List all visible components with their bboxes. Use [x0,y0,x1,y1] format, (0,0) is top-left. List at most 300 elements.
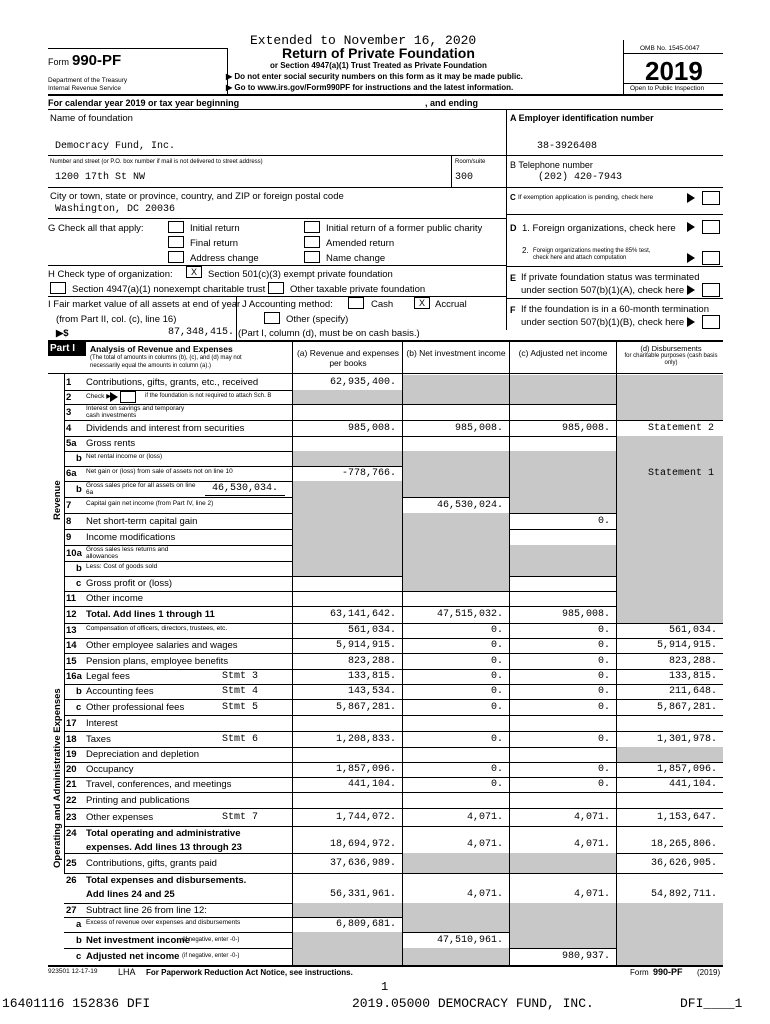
e-line2: under section 507(b)(1)(A), check here [521,285,685,296]
col-a-value: 1,857,096. [335,764,396,775]
shaded-cell [293,932,402,948]
col-b-value: 0. [490,640,503,651]
shaded-cell [510,903,616,917]
line-label: Accounting fees [86,686,154,697]
line-number: 1 [66,377,72,388]
line-number: 11 [66,593,77,604]
line-label: Total expenses and disbursements. [86,875,247,886]
shaded-cell [510,375,616,390]
col-c-value: 0. [597,655,610,667]
col-b-value: 46,530,024. [436,499,503,511]
left-id: 16401116 152836 DFI [2,996,151,1011]
line-number: 26 [66,875,77,886]
col-d-value: 561,034. [668,625,717,636]
col-d-value: 36,626,905. [650,857,717,869]
line-number: 6a [66,468,77,479]
col-c-value: 0. [597,515,610,527]
line-number: b [76,453,82,464]
shaded-cell [403,513,509,529]
line-number: 5a [66,438,77,449]
line-number: b [76,563,82,574]
line-label: Gross rents [86,438,136,449]
h-label: H Check type of organization: [48,269,173,280]
line-label: Legal fees [86,671,130,682]
c3-label: Section 501(c)(3) exempt private foundation [208,269,393,280]
statement-ref: Stmt 5 [222,701,259,713]
row-divider [64,699,723,700]
line-number: c [76,951,82,962]
shaded-cell [403,481,509,497]
shaded-cell [510,390,616,404]
line-number: 14 [66,640,77,651]
line-label: Net gain or (loss) from sale of assets not on line 10 [86,468,233,475]
line-label-cont: Add lines 24 and 25 [86,889,175,900]
line-label: Total. Add lines 1 through 11 [86,609,215,620]
d2-number: 2. [522,246,529,255]
line-label: Taxes [86,733,111,745]
col-c-value: 980,937. [561,951,610,962]
irs-name: Internal Revenue Service [48,85,121,92]
line-number: 3 [66,406,72,418]
col-a-header: (a) Revenue and expenses per books [296,348,400,368]
line-label: Total operating and administrative [86,828,241,839]
c-letter: C [510,193,516,202]
row-divider [64,715,723,716]
f-line1: If the foundation is in a 60-month termination [521,304,710,315]
line-number: c [76,578,82,589]
room-label: Room/suite [455,159,486,165]
line-label: Occupancy [86,764,134,775]
arrow-icon [687,222,695,232]
shaded-cell [617,917,723,932]
and-ending: , and ending [425,98,478,108]
col-b-value: 4,071. [466,889,503,900]
line-number: 15 [66,655,77,667]
g-label: G Check all that apply: [48,223,144,234]
line-label-cont: expenses. Add lines 13 through 23 [86,842,242,853]
row-divider [64,762,723,763]
address-change-label: Address change [190,253,259,264]
shaded-cell [403,948,509,965]
col-c-value: 0. [597,671,610,682]
col-c-value: 0. [597,686,610,697]
col-d-value: 823,288. [668,655,717,667]
line-number: 21 [66,779,77,790]
col-d-sub: for charitable purposes (cash basis only) [624,353,718,366]
line-number: 22 [66,794,77,806]
line-number: 23 [66,811,77,823]
col-b-value: 985,008. [454,422,503,434]
col-b-value: 47,510,961. [436,934,503,946]
paperwork-notice: For Paperwork Reduction Act Notice, see instructions. [146,968,353,977]
col-b-value: 0. [490,764,503,775]
col-d-value: 441,104. [668,779,717,790]
col-c-value: 0. [597,764,610,775]
col-b-value: 0. [490,625,503,636]
sch-b-checkbox[interactable] [120,391,136,403]
statement-ref: Statement 1 [648,468,715,479]
line-label: Net investment income [86,934,190,946]
col-d-value: 18,265,806. [650,839,717,850]
row-divider [64,420,723,421]
foundation-name: Democracy Fund, Inc. [55,141,176,152]
row-divider [64,792,723,793]
form-ref-number: 990-PF [653,967,683,977]
line-number: 2 [66,391,72,403]
other-method-label: Other (specify) [286,314,349,325]
nonexempt-trust-label: Section 4947(a)(1) nonexempt charitable trust [72,284,266,295]
col-c-value: 4,071. [573,839,610,850]
col-b-header: (b) Net investment income [406,348,506,358]
i-dollar: ▶$ [56,328,69,339]
col-c-value: 4,071. [573,889,610,900]
line-label: Depreciation and depletion [86,749,200,760]
form-subtitle: or Section 4947(a)(1) Trust Treated as Private Foundation [270,61,487,70]
shaded-cell [403,853,509,873]
line-number: b [76,686,82,697]
shaded-cell [617,576,723,591]
dept-treasury: Department of the Treasury [48,77,128,84]
d1-checkbox[interactable] [702,220,720,234]
shaded-cell [617,404,723,420]
d2-checkbox[interactable] [702,251,720,265]
shaded-cell [617,948,723,965]
line-label: Dividends and interest from securities [86,422,245,434]
col-a-value: 62,935,400. [329,377,396,388]
form-number: 990-PF [72,52,122,69]
omb-number: OMB No. 1545-0047 [640,45,700,52]
col-d-header: (d) Disbursements [640,344,702,353]
shaded-cell [617,903,723,917]
line-number: 7 [66,499,72,511]
statement-ref: Statement 2 [648,422,715,434]
c-exemption-pending: If exemption application is pending, check here [518,194,654,201]
line-number: 13 [66,625,77,636]
shaded-cell [617,390,723,404]
shaded-cell [403,390,509,404]
col-a-value: 561,034. [347,625,396,636]
shaded-cell [293,451,402,466]
col-c-value: 0. [597,779,610,790]
row-divider [64,638,723,639]
col-d-value: 5,867,281. [656,701,717,713]
col-a-value: 63,141,642. [329,609,396,620]
col-b-value: 4,071. [466,811,503,823]
shaded-cell [293,545,402,561]
i-line1: I Fair market value of all assets at end of year [48,299,241,310]
form-title: Return of Private Foundation [282,45,475,61]
f-line2: under section 507(b)(1)(B), check here [521,317,685,328]
shaded-cell [510,917,616,932]
e-checkbox[interactable] [702,283,720,297]
col-d-value: 1,301,978. [656,733,717,745]
city-label: City or town, state or province, country, and ZIP or foreign postal code [50,191,344,202]
c3-checkbox[interactable]: X [186,266,202,278]
cash-checkbox[interactable] [348,297,364,309]
line-number: 9 [66,531,72,543]
col-b-value: 0. [490,671,503,682]
row-divider [64,623,723,624]
shaded-cell [617,591,723,606]
col-a-value: 37,636,989. [329,857,396,869]
row-divider [64,777,723,778]
open-to-public: Open to Public Inspection [630,85,705,92]
line-number: 10a [66,547,82,559]
col-b-value: 0. [490,701,503,713]
col-b-value: 47,515,032. [436,609,503,620]
initial-former-checkbox[interactable] [304,221,320,233]
accrual-checkbox[interactable]: X [414,297,430,309]
statement-ref: Stmt 3 [222,671,259,682]
gross-sales-price: 46,530,034. [212,483,279,494]
col-a-value: 5,867,281. [335,701,396,713]
name-change-label: Name change [326,253,386,264]
final-return-checkbox[interactable] [168,236,184,248]
shaded-cell [617,497,723,513]
arrow-icon [110,392,118,402]
j-note: (Part I, column (d), must be on cash basis.) [238,328,420,339]
line-label: Other expenses [86,811,154,823]
instruction-website: ▶ Go to www.irs.gov/Form990PF for instructions and the latest information. [226,83,514,92]
center-id: 2019.05000 DEMOCRACY FUND, INC. [352,996,594,1011]
amended-return-label: Amended return [326,238,395,249]
ein-label: A Employer identification number [510,113,654,123]
e-letter: E [510,273,517,283]
arrow-icon [687,285,695,295]
extended-notice: Extended to November 16, 2020 [250,33,477,48]
shaded-cell [617,747,723,762]
row-divider [64,669,723,670]
line-number: 4 [66,422,72,434]
col-a-value: -778,766. [341,468,396,479]
shaded-cell [617,436,723,451]
row-divider [64,653,723,654]
e-line1: If private foundation status was terminated [521,272,700,283]
line-label: Compensation of officers, directors, trustees, etc. [86,625,228,632]
col-b-value: 0. [490,733,503,745]
col-c-header: (c) Adjusted net income [518,348,608,358]
name-change-checkbox[interactable] [304,251,320,263]
line-label: Net short-term capital gain [86,515,198,527]
other-taxable-checkbox[interactable] [268,282,284,294]
shaded-cell [403,451,509,466]
col-a-value: 1,208,833. [335,733,396,745]
phone-value: (202) 420-7943 [538,172,623,183]
row-divider [64,873,723,874]
shaded-cell [510,561,616,576]
col-a-value: 441,104. [347,779,396,790]
shaded-cell [617,513,723,529]
line-number: 25 [66,857,77,869]
line-label: Gross sales less returns and allowances [86,546,169,560]
line-label: Gross profit or (loss) [86,578,173,589]
col-d-value: 5,914,915. [656,640,717,651]
line-label: Interest [86,717,118,729]
line-label: Check ▶ [86,392,112,400]
shaded-cell [293,481,402,497]
line-number: b [76,934,82,946]
col-b-value: 0. [490,655,503,667]
col-b-value: 0. [490,779,503,790]
shaded-cell [617,481,723,497]
fmv-assets: 87,348,415. [168,327,235,338]
col-c-value: 0. [597,640,610,651]
shaded-cell [617,561,723,576]
col-b-value: 0. [490,686,503,697]
form-code: 923501 12-17-19 [48,968,98,975]
line-number: a [76,919,82,930]
street-address: 1200 17th St NW [55,172,146,183]
final-return-label: Final return [190,238,239,249]
c-checkbox[interactable] [702,191,720,205]
tax-year: 2019 [645,56,703,86]
d2-line1: Foreign organizations meeting the 85% test, [533,248,651,254]
col-d-value: 54,892,711. [650,889,717,900]
phone-label: B Telephone number [510,160,593,170]
address-change-checkbox[interactable] [168,251,184,263]
col-c-value: 0. [597,625,610,636]
col-a-value: 143,534. [347,686,396,697]
col-b-value: 4,071. [466,839,503,850]
shaded-cell [403,529,509,545]
line-label: Contributions, gifts, grants, etc., received [86,377,259,388]
cash-label: Cash [371,299,394,310]
arrow-icon [687,253,695,263]
line-number: 20 [66,764,77,775]
line-note: (if negative, enter -0-) [182,953,240,959]
statement-ref: Stmt 7 [222,811,259,823]
line-number: 8 [66,515,72,527]
line-label: Pension plans, employee benefits [86,655,229,667]
form-ref-prefix: Form [630,968,649,977]
shaded-cell [403,466,509,481]
room-suite: 300 [455,172,474,183]
initial-return-checkbox[interactable] [168,221,184,233]
row-divider [64,731,723,732]
line-number: 16a [66,671,82,682]
part1-label: Part I [48,342,86,356]
line-label: Less: Cost of goods sold [86,563,158,570]
amended-return-checkbox[interactable] [304,236,320,248]
col-c-value: 0. [597,733,610,745]
row-divider [64,853,723,854]
row-divider [64,826,723,827]
shaded-cell [293,513,402,529]
line-number: 18 [66,733,77,745]
col-d-value: 211,648. [668,686,717,697]
line-number: 19 [66,749,77,760]
initial-return-label: Initial return [190,223,240,234]
form-prefix: Form [48,57,69,67]
shaded-cell [510,497,616,513]
line-number: 12 [66,609,77,620]
shaded-cell [293,529,402,545]
ein-value: 38-3926408 [537,141,598,152]
initial-former-label: Initial return of a former public charity [326,223,483,234]
shaded-cell [403,903,509,917]
col-a-value: 6,809,681. [335,919,396,930]
col-d-value: 133,815. [668,671,717,682]
d1-foreign-org: 1. Foreign organizations, check here [522,223,676,234]
line-note: if the foundation is not required to attach Sch. B [145,392,272,399]
shaded-cell [510,451,616,466]
line-number: b [76,483,82,495]
street-label: Number and street (or P.O. box number if mail is not delivered to street address) [50,159,263,165]
revenue-section-label: Revenue [52,480,63,520]
line-label: Excess of revenue over expenses and disbursements [86,919,241,926]
part1-desc1: (The total of amounts in columns (b), (c), and (d) may not [90,355,242,361]
line-label: Net rental income or (loss) [86,453,163,460]
shaded-cell [403,561,509,576]
shaded-cell [510,932,616,948]
col-a-value: 1,744,072. [335,811,396,823]
line-label: Other professional fees [86,701,185,713]
shaded-cell [510,853,616,873]
shaded-cell [510,545,616,561]
line-label: Capital gain net income (from Part IV, line 2) [86,499,214,507]
line-label: Subtract line 26 from line 12: [86,904,207,916]
lha-label: LHA [118,967,136,977]
expenses-section-label: Operating and Administrative Expenses [52,688,63,868]
line-label: Travel, conferences, and meetings [86,779,232,790]
line-number: 17 [66,717,77,729]
line-number: c [76,701,82,713]
row-divider [64,684,723,685]
city-value: Washington, DC 20036 [55,204,176,215]
shaded-cell [403,917,509,932]
other-taxable-label: Other taxable private foundation [290,284,426,295]
shaded-cell [617,545,723,561]
shaded-cell [293,497,402,513]
col-c-value: 4,071. [573,811,610,823]
shaded-cell [617,529,723,545]
statement-ref: Stmt 6 [222,733,259,745]
calendar-year-line: For calendar year 2019 or tax year beginning [48,98,240,108]
f-checkbox[interactable] [702,315,720,329]
shaded-cell [293,948,402,965]
line-label: Gross sales price for all assets on line 6a [86,482,196,496]
line-note: (if negative, enter -0-) [182,936,240,943]
part1-desc2: necessarily equal the amounts in column (a).) [90,363,212,369]
part1-title: Analysis of Revenue and Expenses [90,344,233,354]
d-letter: D [510,223,517,233]
shaded-cell [403,576,509,591]
other-method-checkbox[interactable] [264,312,280,324]
statement-ref: Stmt 4 [222,686,259,697]
line-label: Other income [86,593,144,604]
nonexempt-trust-checkbox[interactable] [50,282,66,294]
j-label: J Accounting method: [242,299,333,310]
col-a-value: 823,288. [347,655,396,667]
right-id: DFI____1 [680,996,743,1011]
shaded-cell [617,606,723,623]
shaded-cell [617,932,723,948]
arrow-icon [687,193,695,203]
shaded-cell [617,375,723,390]
col-d-value: 1,857,096. [656,764,717,775]
inline-underline [205,495,285,496]
shaded-cell [403,375,509,390]
accrual-label: Accrual [435,299,467,310]
shaded-cell [293,561,402,576]
line-label: Contributions, gifts, grants paid [86,857,217,869]
line-number: 27 [66,904,77,916]
d2-line2: check here and attach computation [533,255,627,261]
col-c-value: 985,008. [561,609,610,620]
page-number: 1 [381,980,389,994]
instruction-ssn: ▶ Do not enter social security numbers on this form as it may be made public. [226,72,523,81]
line-label: Other employee salaries and wages [86,640,238,651]
